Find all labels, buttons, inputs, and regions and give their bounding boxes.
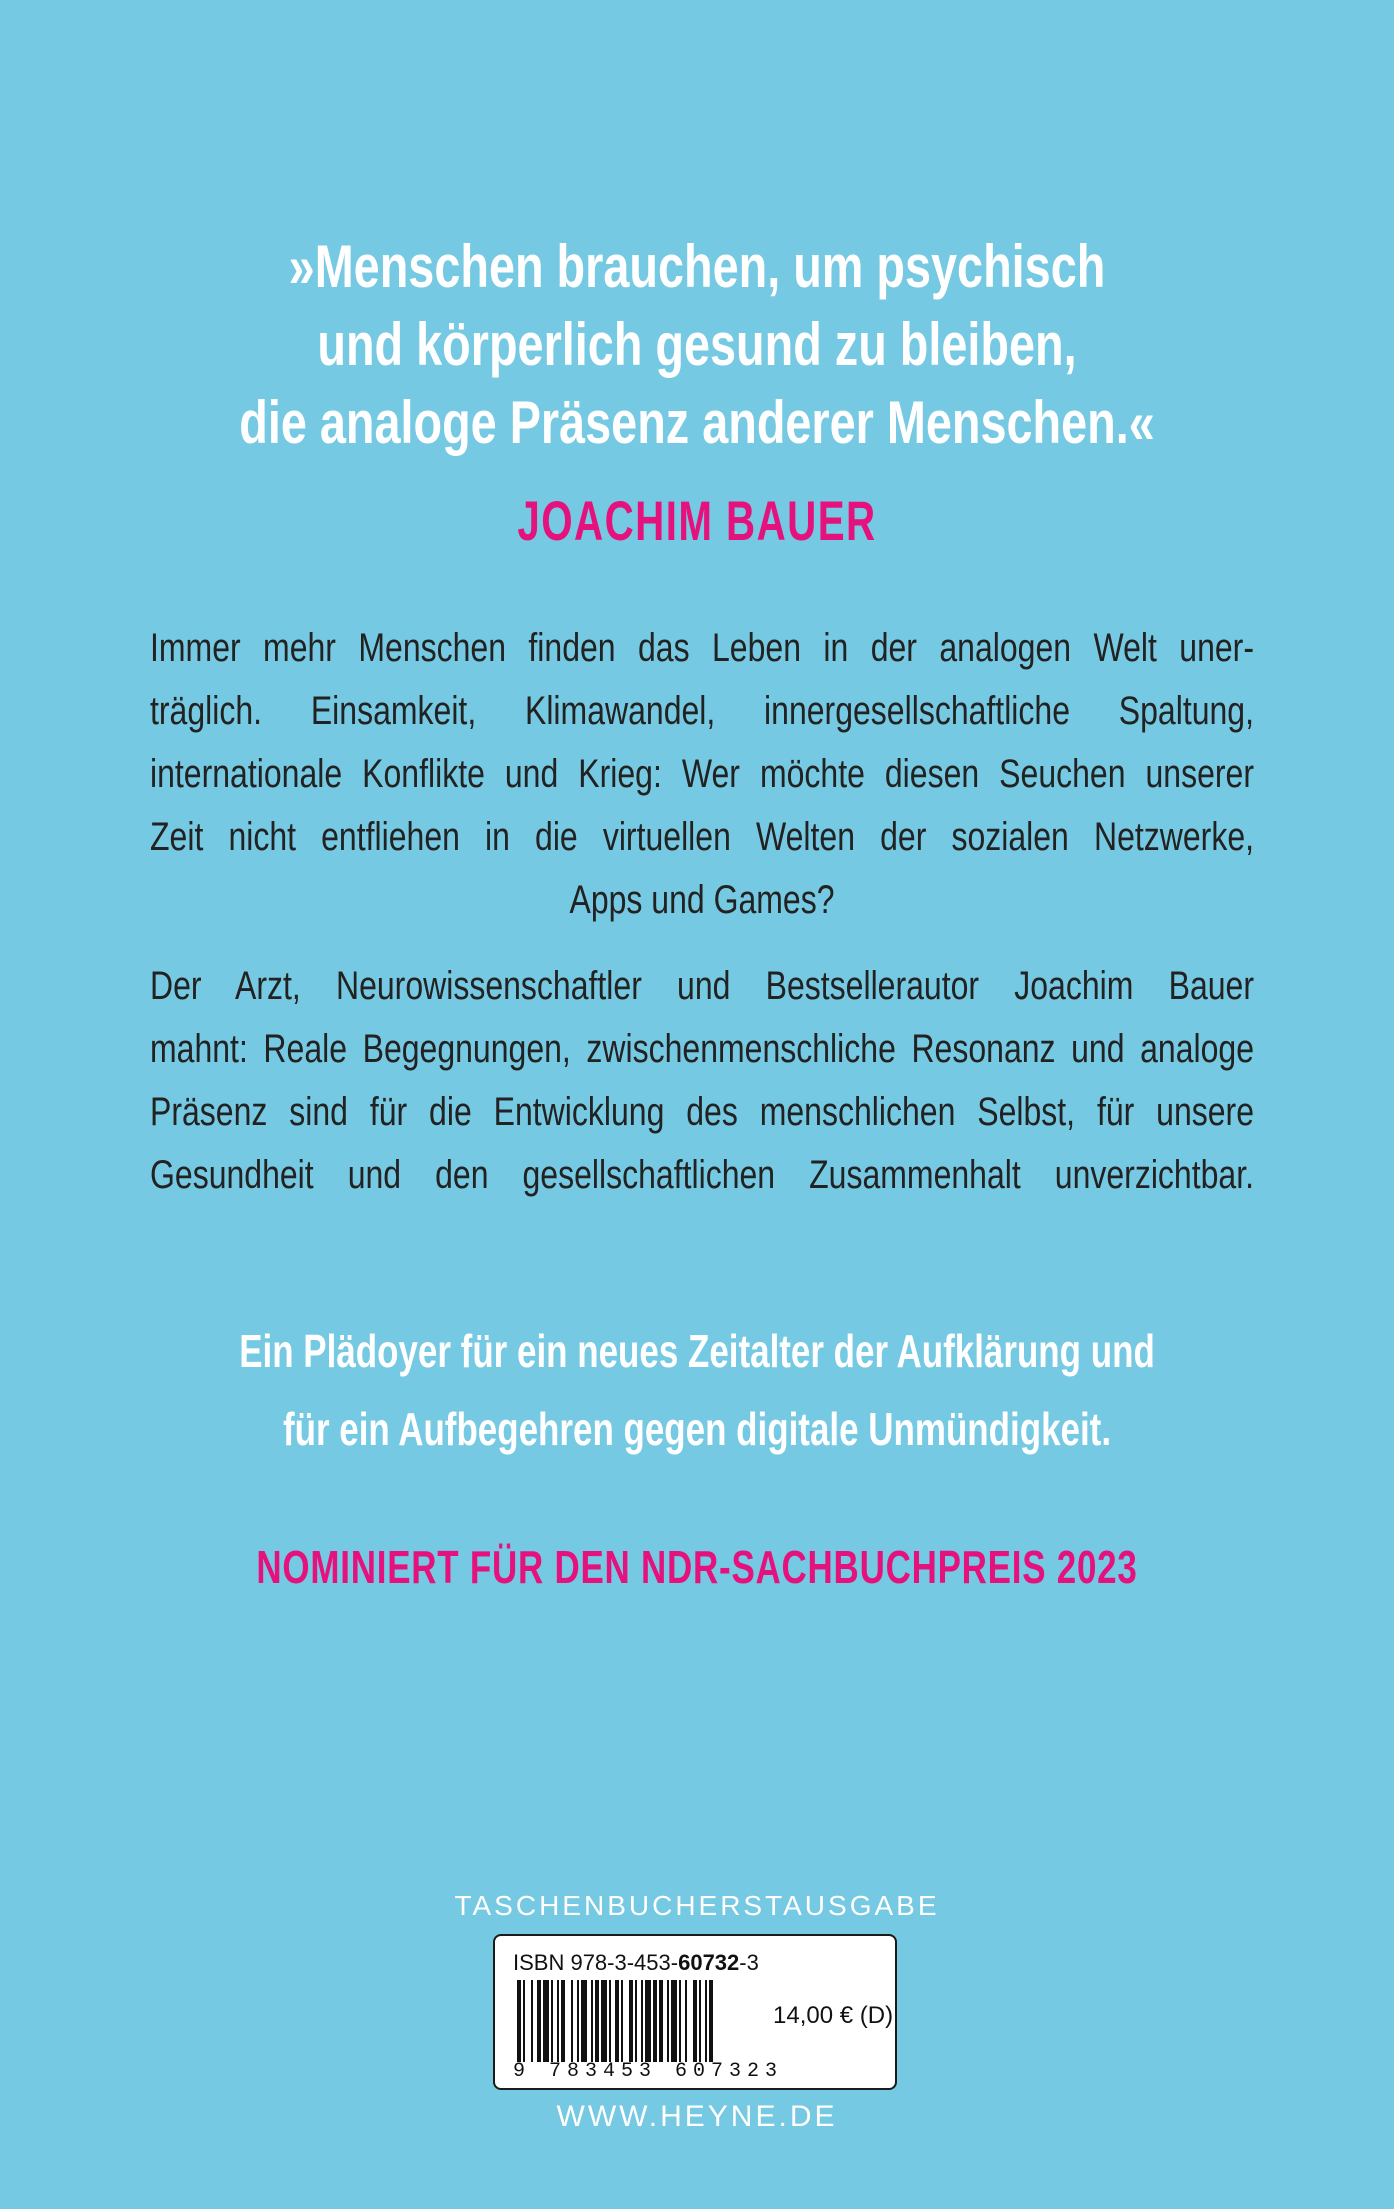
blurb-line: Zeit nicht entfliehen in die virtuellen Welten der sozialen Netzwerke, — [150, 815, 1254, 859]
blurb-paragraph-2 — [150, 955, 1254, 1207]
edition-label: TASCHENBUCHERSTAUSGABE — [454, 1890, 940, 1921]
publisher-website: WWW.HEYNE.DE — [556, 2100, 838, 2133]
plea-line-2: für ein Aufbegehren gegen digitale Unmündigkeit. — [282, 1403, 1112, 1455]
blurb-line: Gesundheit und den gesellschaftlichen Zusammenhalt unverzichtbar. — [150, 1153, 1254, 1197]
blurb-paragraph-1 — [150, 617, 1254, 932]
blurb-line: Apps und Games? — [569, 878, 835, 922]
blurb-line: Immer mehr Menschen finden das Leben in der analogen Welt uner- — [150, 626, 1254, 670]
blurb-line: mahnt: Reale Begegnungen, zwischenmenschliche Resonanz und analoge — [150, 1027, 1254, 1071]
blurb-line: Präsenz sind für die Entwicklung des menschlichen Selbst, für unsere — [150, 1090, 1254, 1134]
pull-quote — [153, 228, 1240, 462]
quote-line-2: und körperlich gesund zu bleiben, — [317, 311, 1077, 378]
barcode-label — [493, 1934, 897, 2090]
quote-line-3: die analoge Präsenz anderer Menschen.« — [239, 389, 1155, 456]
blurb-line: internationale Konflikte und Krieg: Wer möchte diesen Seuchen unserer — [150, 752, 1254, 796]
plea-line-1: Ein Plädoyer für ein neues Zeitalter der Aufklärung und — [239, 1325, 1155, 1377]
isbn-number: ISBN 978-3-453-60732-3 — [513, 1950, 759, 1975]
blurb-line: träglich. Einsamkeit, Klimawandel, innergesellschaftliche Spaltung, — [150, 689, 1254, 733]
barcode-icon — [517, 1980, 767, 2062]
blurb-line: Der Arzt, Neurowissenschaftler und Bestsellerautor Joachim Bauer — [150, 964, 1254, 1008]
price: 14,00 € (D) — [773, 2002, 894, 2029]
quote-author: JOACHIM BAUER — [517, 489, 877, 552]
quote-line-1: »Menschen brauchen, um psychisch — [288, 233, 1106, 300]
barcode-digits: 9 783453 607323 — [513, 2060, 784, 2083]
award-nomination: NOMINIERT FÜR DEN NDR-SACHBUCHPREIS 2023 — [256, 1541, 1138, 1593]
plea-statement — [167, 1312, 1226, 1468]
